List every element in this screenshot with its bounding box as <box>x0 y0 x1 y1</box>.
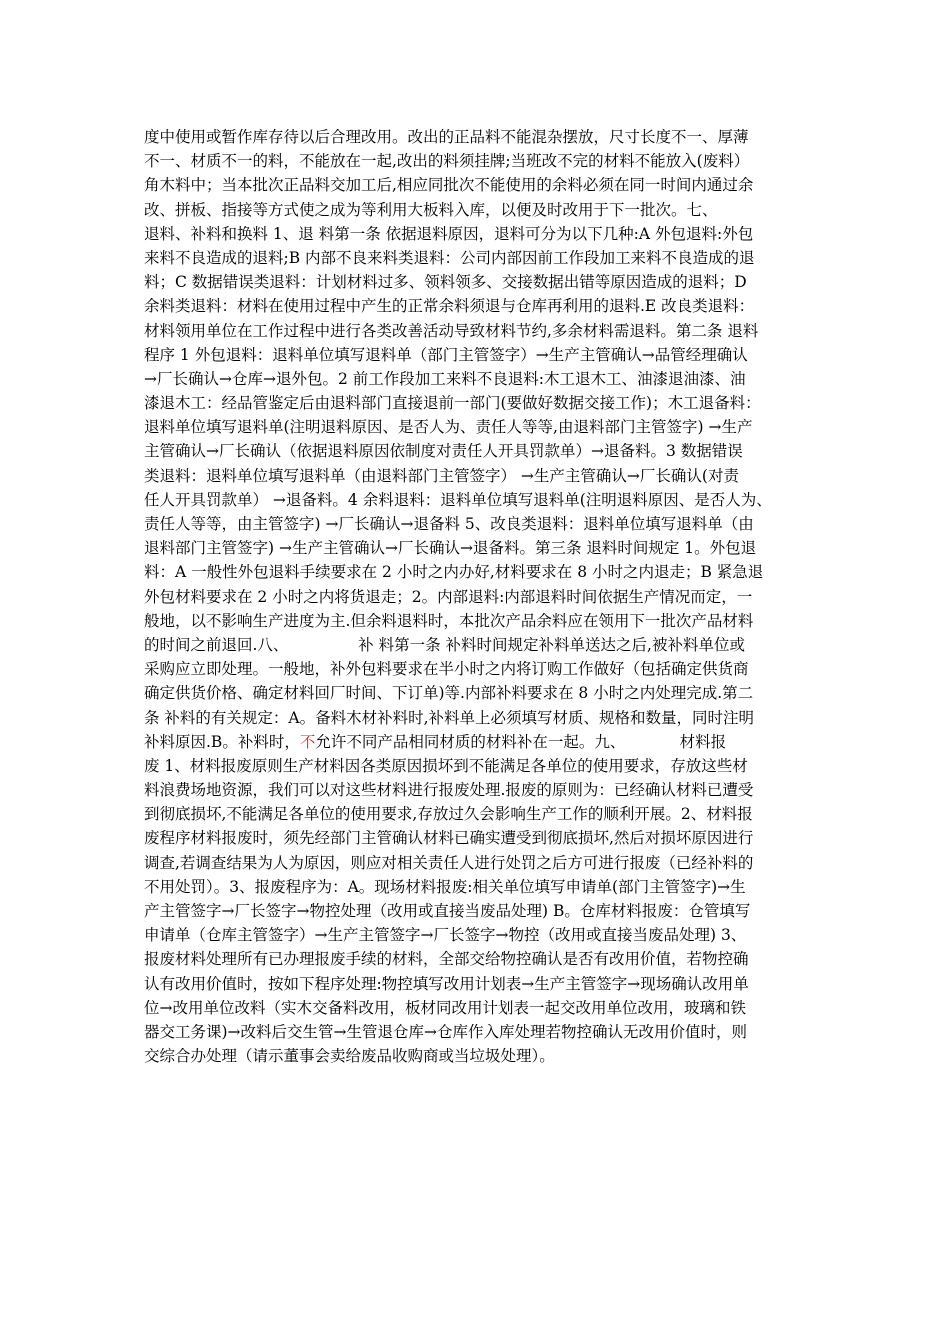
text-line-3: 角木料中；当本批次正品料交加工后,相应同批次不能使用的余料必须在同一时间内通过余 <box>144 176 754 195</box>
text-line-20: 外包材料要求在 2 小时之内将货退走；2。内部退料:内部退料时间依据生产情况而定，一 <box>144 587 753 606</box>
text-line-33: 产主管签字→厂长签字→物控处理（改用或直接当废品处理) B。仓库材料报废：仓管填写 <box>144 902 751 920</box>
text-line-10: 程序 1 外包退料：退料单位填写退料单（部门主管签字）→生产主管确认→品管经理确认 <box>144 345 748 364</box>
text-segment-before-highlight: 补料原因.B。补料时， <box>144 732 300 751</box>
text-line-38: 器交工务课)→改料后交生管→生管退仓库→仓库作入库处理若物控确认无改用价值时，则 <box>144 1022 748 1041</box>
text-line-17: 责任人等等，由主管签字) →厂长确认→退备料 5、改良类退料：退料单位填写退料单（由 <box>144 515 754 533</box>
text-line-37: 位→改用单位改料（实木交备料改用，板材同改用计划表一起交改用单位改用，玻璃和铁 <box>144 998 746 1017</box>
text-line-36: 认有改用价值时，按如下程序处理:物控填写改用计划表→生产主管签字→现场确认改用单 <box>144 974 749 993</box>
highlighted-word: 不 <box>299 732 316 751</box>
text-line-39: 交综合办处理（请示董事会卖给废品收购商或当垃圾处理）。 <box>144 1047 555 1066</box>
text-line-1: 度中使用或暂作库存待以后合理改用。改出的正品料不能混杂摆放，尺寸长度不一、厚薄 <box>144 128 749 146</box>
text-line-9: 材料领用单位在工作过程中进行各类改善活动导致材料节约,多余材料需退料。第二条 退料 <box>144 321 759 340</box>
text-line-7: 料；C 数据错误类退料：计划材料过多、领料领多、交接数据出错等原因造成的退料；D <box>144 273 747 292</box>
document-body <box>144 125 814 1068</box>
text-line-32: 不用处罚）。3、报废程序为：A。现场材料报废:相关单位填写申请单(部门主管签字)→生 <box>144 877 746 896</box>
text-line-6: 来料不良造成的退料;B 内部不良来料类退料：公司内部因前工作段加工来料不良造成的退 <box>144 248 755 267</box>
text-line-25: 条 补料的有关规定：A。备料木材补料时,补料单上必须填写材质、规格和数量，同时注明 <box>144 708 755 727</box>
text-line-11: →厂长确认→仓库→退外包。2 前工作段加工来料不良退料:木工退木工、油漆退油漆、油 <box>144 369 746 388</box>
text-line-19: 料：A 一般性外包退料手续要求在 2 小时之内办好,材料要求在 8 小时之内退走；B 紧急退 <box>144 563 764 582</box>
text-line-4: 改、拼板、指接等方式使之成为等利用大板料入库，以便及时改用于下一批次。七、 <box>144 200 718 219</box>
text-line-18: 退料部门主管签字) →生产主管确认→厂长确认→退备料。第三条 退料时间规定 1。外包退 <box>144 539 757 558</box>
text-line-23: 采购应立即处理。一般地，补外包料要求在半小时之内将订购工作做好（包括确定供货商 <box>144 660 749 679</box>
text-line-28: 料浪费场地资源，我们可以对这些材料进行报废处理.报废的原则为：已经确认材料已遭受 <box>144 781 754 800</box>
text-line-35: 报废材料处理所有已办理报废手续的材料，全部交给物控确认是否有改用价值，若物控确 <box>144 950 749 969</box>
text-line-24: 确定供货价格、确定材料回厂时间、下订单)等.内部补料要求在 8 小时之内处理完成.第二 <box>144 684 754 703</box>
text-line-5: 退料、补料和换料 1、退 料第一条 依据退料原因，退料可分为以下几种:A 外包退料:外包 <box>144 224 754 243</box>
text-line-27: 废 1、材料报废原则生产材料因各类原因损坏到不能满足各单位的使用要求，存放这些材 <box>144 756 748 775</box>
text-line-12: 漆退木工：经品管鉴定后由退料部门直接退前一部门(要做好数据交接工作)；木工退备料： <box>144 394 761 413</box>
text-line-2: 不一、材质不一的料，不能放在一起,改出的料须挂牌;当班改不完的材料不能放入(废料） <box>144 152 750 171</box>
text-line-31: 调查,若调查结果为人为原因，则应对相关责任人进行处罚之后方可进行报废（已经补料的 <box>144 853 754 872</box>
text-line-8: 余料类退料：材料在使用过程中产生的正常余料须退与仓库再利用的退料.E 改良类退料： <box>144 297 755 316</box>
text-line-21: 般地，以不影响生产进度为主.但余料退料时，本批次产品余料应在领用下一批次产品材料 <box>144 611 754 630</box>
text-line-22: 的时间之前退回.八、 补 料第一条 补料时间规定补料单送达之后,被补料单位或 <box>144 635 745 654</box>
text-line-16: 任人开具罚款单） →退备料。4 余料退料：退料单位填写退料单(注明退料原因、是否人为、 <box>144 490 772 509</box>
text-line-14: 主管确认→厂长确认（依据退料原因依制度对责任人开具罚款单）→退备料。3 数据错误 <box>144 442 743 461</box>
text-line-13: 退料单位填写退料单(注明退料原因、是否人为、责任人等等,由退料部门主管签字) →生产 <box>144 418 753 437</box>
text-line-34: 申请单（仓库主管签字）→生产主管签字→厂长签字→物控（改用或直接当废品处理) 3、 <box>144 926 747 945</box>
text-line-29: 到彻底损坏,不能满足各单位的使用要求,存放过久会影响生产工作的顺利开展。2、材料报 <box>144 805 753 824</box>
text-segment-after-highlight: 允许不同产品相同材质的材料补在一起。九、 材料报 <box>315 732 727 751</box>
text-line-15: 类退料：退料单位填写退料单（由退料部门主管签字） →生产主管确认→厂长确认(对责 <box>144 466 739 485</box>
text-line-26 <box>144 730 814 754</box>
text-line-30: 废程序材料报废时，须先经部门主管确认材料已确实遭受到彻底损坏,然后对损坏原因进行 <box>144 829 754 848</box>
